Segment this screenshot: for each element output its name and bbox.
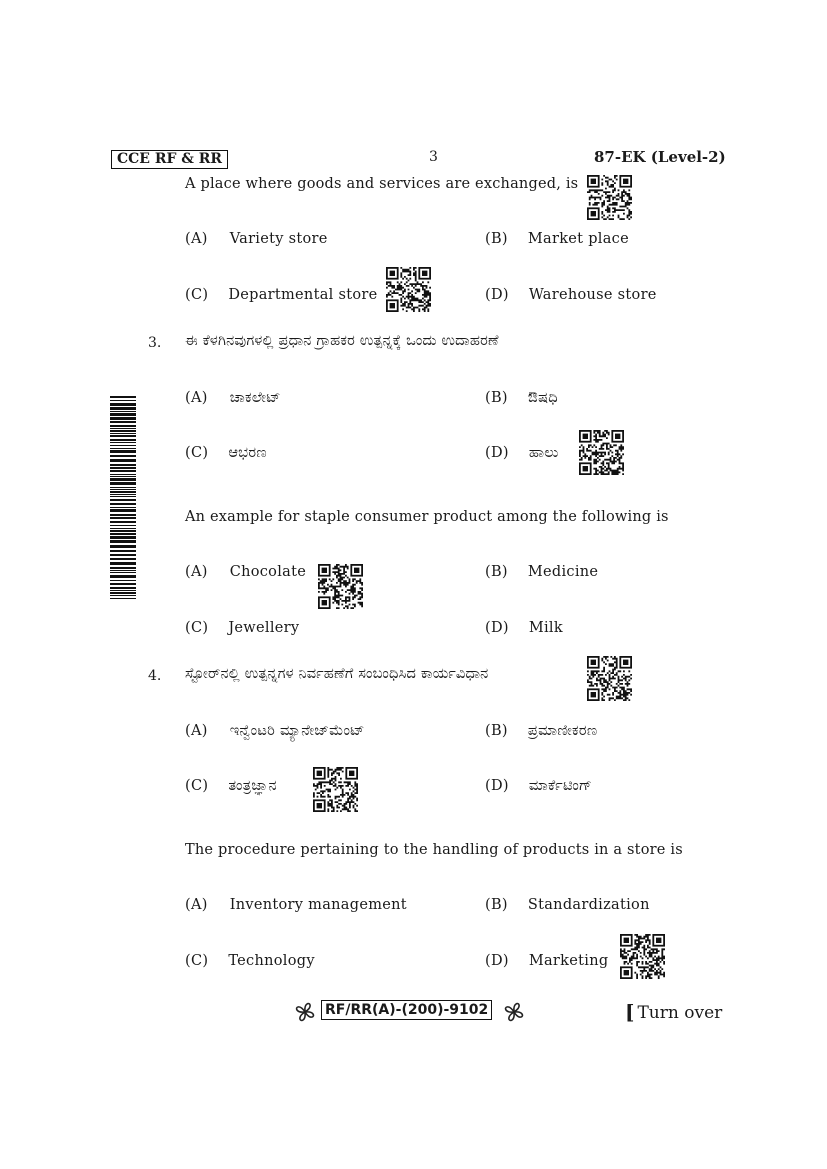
q4-kn-option-a: (A) ಇನ್ವೆಂಟರಿ ಮ್ಯಾನೇಜ್‌ಮೆಂಟ್ [185, 723, 365, 739]
q4-en-option-a: (A) Inventory management [185, 897, 407, 913]
qr-code-icon [386, 267, 431, 312]
q3-kannada-stem: ಈ ಕೆಳಗಿನವುಗಳಲ್ಲಿ ಪ್ರಧಾನ ಗ್ರಾಹಕರ ಉತ್ಪನ್ನಕ್ಕೆ ಒಂದು ಉದಾಹರಣೆ [185, 333, 499, 349]
qr-code-icon [620, 934, 665, 979]
qr-code-icon [313, 767, 358, 812]
footer-code: RF/RR(A)-(200)-9102 [321, 1000, 492, 1020]
q3-kn-option-b: (B) ಔಷಧಿ [485, 390, 558, 406]
q4-kn-option-c: (C) ತಂತ್ರಜ್ಞಾನ [185, 778, 277, 794]
q3-kn-option-c: (C) ಆಭರಣ [185, 445, 267, 461]
page-number: 3 [429, 149, 438, 165]
q4-en-option-b: (B) Standardization [485, 897, 650, 913]
qr-code-icon [318, 564, 363, 609]
qr-code-icon [579, 430, 624, 475]
q4-kn-option-d: (D) ಮಾರ್ಕೆಟಿಂಗ್ [485, 778, 593, 794]
qr-code-icon [587, 656, 632, 701]
q2-option-b: (B) Market place [485, 231, 629, 247]
q4-kn-option-b: (B) ಪ್ರಮಾಣೀಕರಣ [485, 723, 598, 739]
q4-english-stem: The procedure pertaining to the handling of products in a store is [185, 842, 683, 858]
turn-over-label: [ Turn over [625, 1000, 723, 1024]
q3-en-option-c: (C) Jewellery [185, 620, 300, 636]
floral-ornament-icon [294, 1001, 316, 1023]
q2-option-d: (D) Warehouse store [485, 287, 657, 303]
q4-en-option-d: (D) Marketing [485, 953, 609, 969]
q2-option-a: (A) Variety store [185, 231, 328, 247]
header-box-label: CCE RF & RR [111, 150, 228, 169]
q2-option-c: (C) Departmental store [185, 287, 378, 303]
q3-number: 3. [148, 335, 162, 351]
q3-en-option-d: (D) Milk [485, 620, 563, 636]
q4-number: 4. [148, 668, 162, 684]
q3-en-option-a: (A) Chocolate [185, 564, 307, 580]
q3-en-option-b: (B) Medicine [485, 564, 599, 580]
floral-ornament-icon [503, 1001, 525, 1023]
q3-kn-option-a: (A) ಚಾಕಲೇಟ್ [185, 390, 281, 406]
q4-kannada-stem: ಸ್ಟೋರ್‌ನಲ್ಲಿ ಉತ್ಪನ್ನಗಳ ನಿರ್ವಹಣೆಗೆ ಸಂಬಂಧಿಸಿದ ಕಾರ್ಯವಿಧಾನ [185, 666, 489, 682]
q3-english-stem: An example for staple consumer product among the following is [185, 509, 669, 525]
barcode-icon [110, 396, 136, 600]
q4-en-option-c: (C) Technology [185, 953, 315, 969]
q2-english-stem: A place where goods and services are exchanged, is [185, 176, 579, 192]
q3-kn-option-d: (D) ಹಾಲು [485, 445, 559, 461]
qr-code-icon [587, 175, 632, 220]
paper-code: 87-EK (Level-2) [594, 148, 726, 166]
